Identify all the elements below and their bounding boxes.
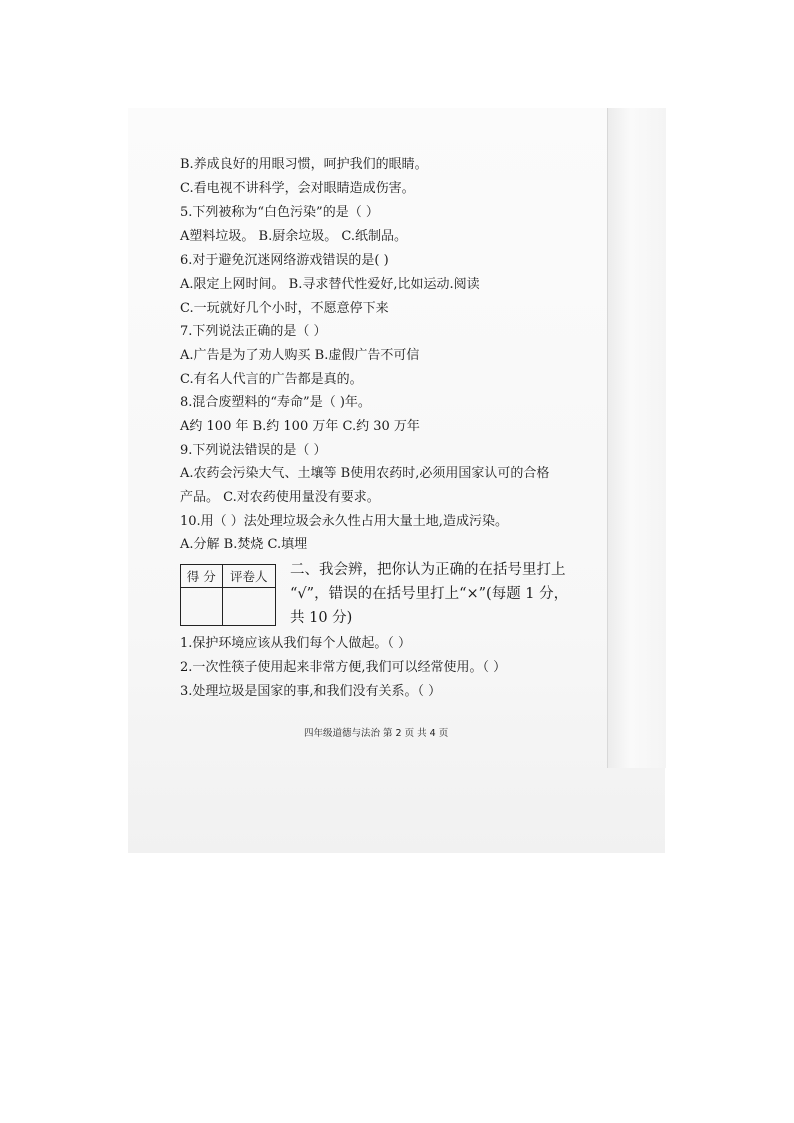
option-9c: 产品。 C.对农药使用量没有要求。: [180, 490, 380, 505]
grader-header: 评卷人: [222, 565, 275, 588]
question-8: 8.混合废塑料的“寿命”是（ )年。: [180, 395, 371, 410]
section-two-instructions: “√”，错误的在括号里打上“×”(每题 1 分，: [290, 586, 569, 602]
question-7: 7.下列说法正确的是（ ）: [180, 324, 327, 339]
question-6: 6.对于避免沉迷网络游戏错误的是( ): [180, 253, 389, 268]
option-4c: C.看电视不讲科学，会对眼睛造成伤害。: [180, 181, 415, 196]
option-7c: C.有名人代言的广告都是真的。: [180, 372, 363, 387]
score-header: 得 分: [181, 565, 223, 588]
question-5: 5.下列被称为“白色污染”的是（ ）: [180, 205, 379, 220]
judge-item-1: 1.保护环境应该从我们每个人做起。（ ）: [180, 636, 412, 651]
option-4b: B.养成良好的用眼习惯，呵护我们的眼睛。: [180, 157, 428, 172]
judge-item-2: 2.一次性筷子使用起来非常方便,我们可以经常使用。（ ）: [180, 660, 507, 675]
options-6ab: A.限定上网时间。 B.寻求替代性爱好,比如运动.阅读: [180, 277, 480, 292]
options-9ab: A.农药会污染大气、土壤等 B使用农药时,必须用国家认可的合格: [180, 466, 550, 481]
options-10: A.分解 B.焚烧 C.填埋: [180, 537, 308, 552]
options-8: A约 100 年 B.约 100 万年 C.约 30 万年: [180, 419, 420, 434]
page-edge-shadow: [607, 108, 666, 768]
question-9: 9.下列说法错误的是（ ）: [180, 443, 327, 458]
score-table: [180, 564, 276, 626]
section-two-title: 二、我会辨，把你认为正确的在括号里打上: [290, 562, 566, 578]
options-5: A塑料垃圾。 B.厨余垃圾。 C.纸制品。: [180, 229, 407, 244]
options-7ab: A.广告是为了劝人购买 B.虚假广告不可信: [180, 348, 420, 363]
score-cell[interactable]: [181, 588, 223, 626]
section-two-points: 共 10 分): [290, 610, 353, 626]
page-footer: 四年级道德与法治 第 2 页 共 4 页: [304, 728, 449, 739]
question-10: 10.用（ ）法处理垃圾会永久性占用大量土地,造成污染。: [180, 514, 508, 529]
option-6c: C.一玩就好几个小时，不愿意停下来: [180, 301, 389, 316]
judge-item-3: 3.处理垃圾是国家的事,和我们没有关系。（ ）: [180, 684, 442, 699]
grader-cell[interactable]: [222, 588, 275, 626]
